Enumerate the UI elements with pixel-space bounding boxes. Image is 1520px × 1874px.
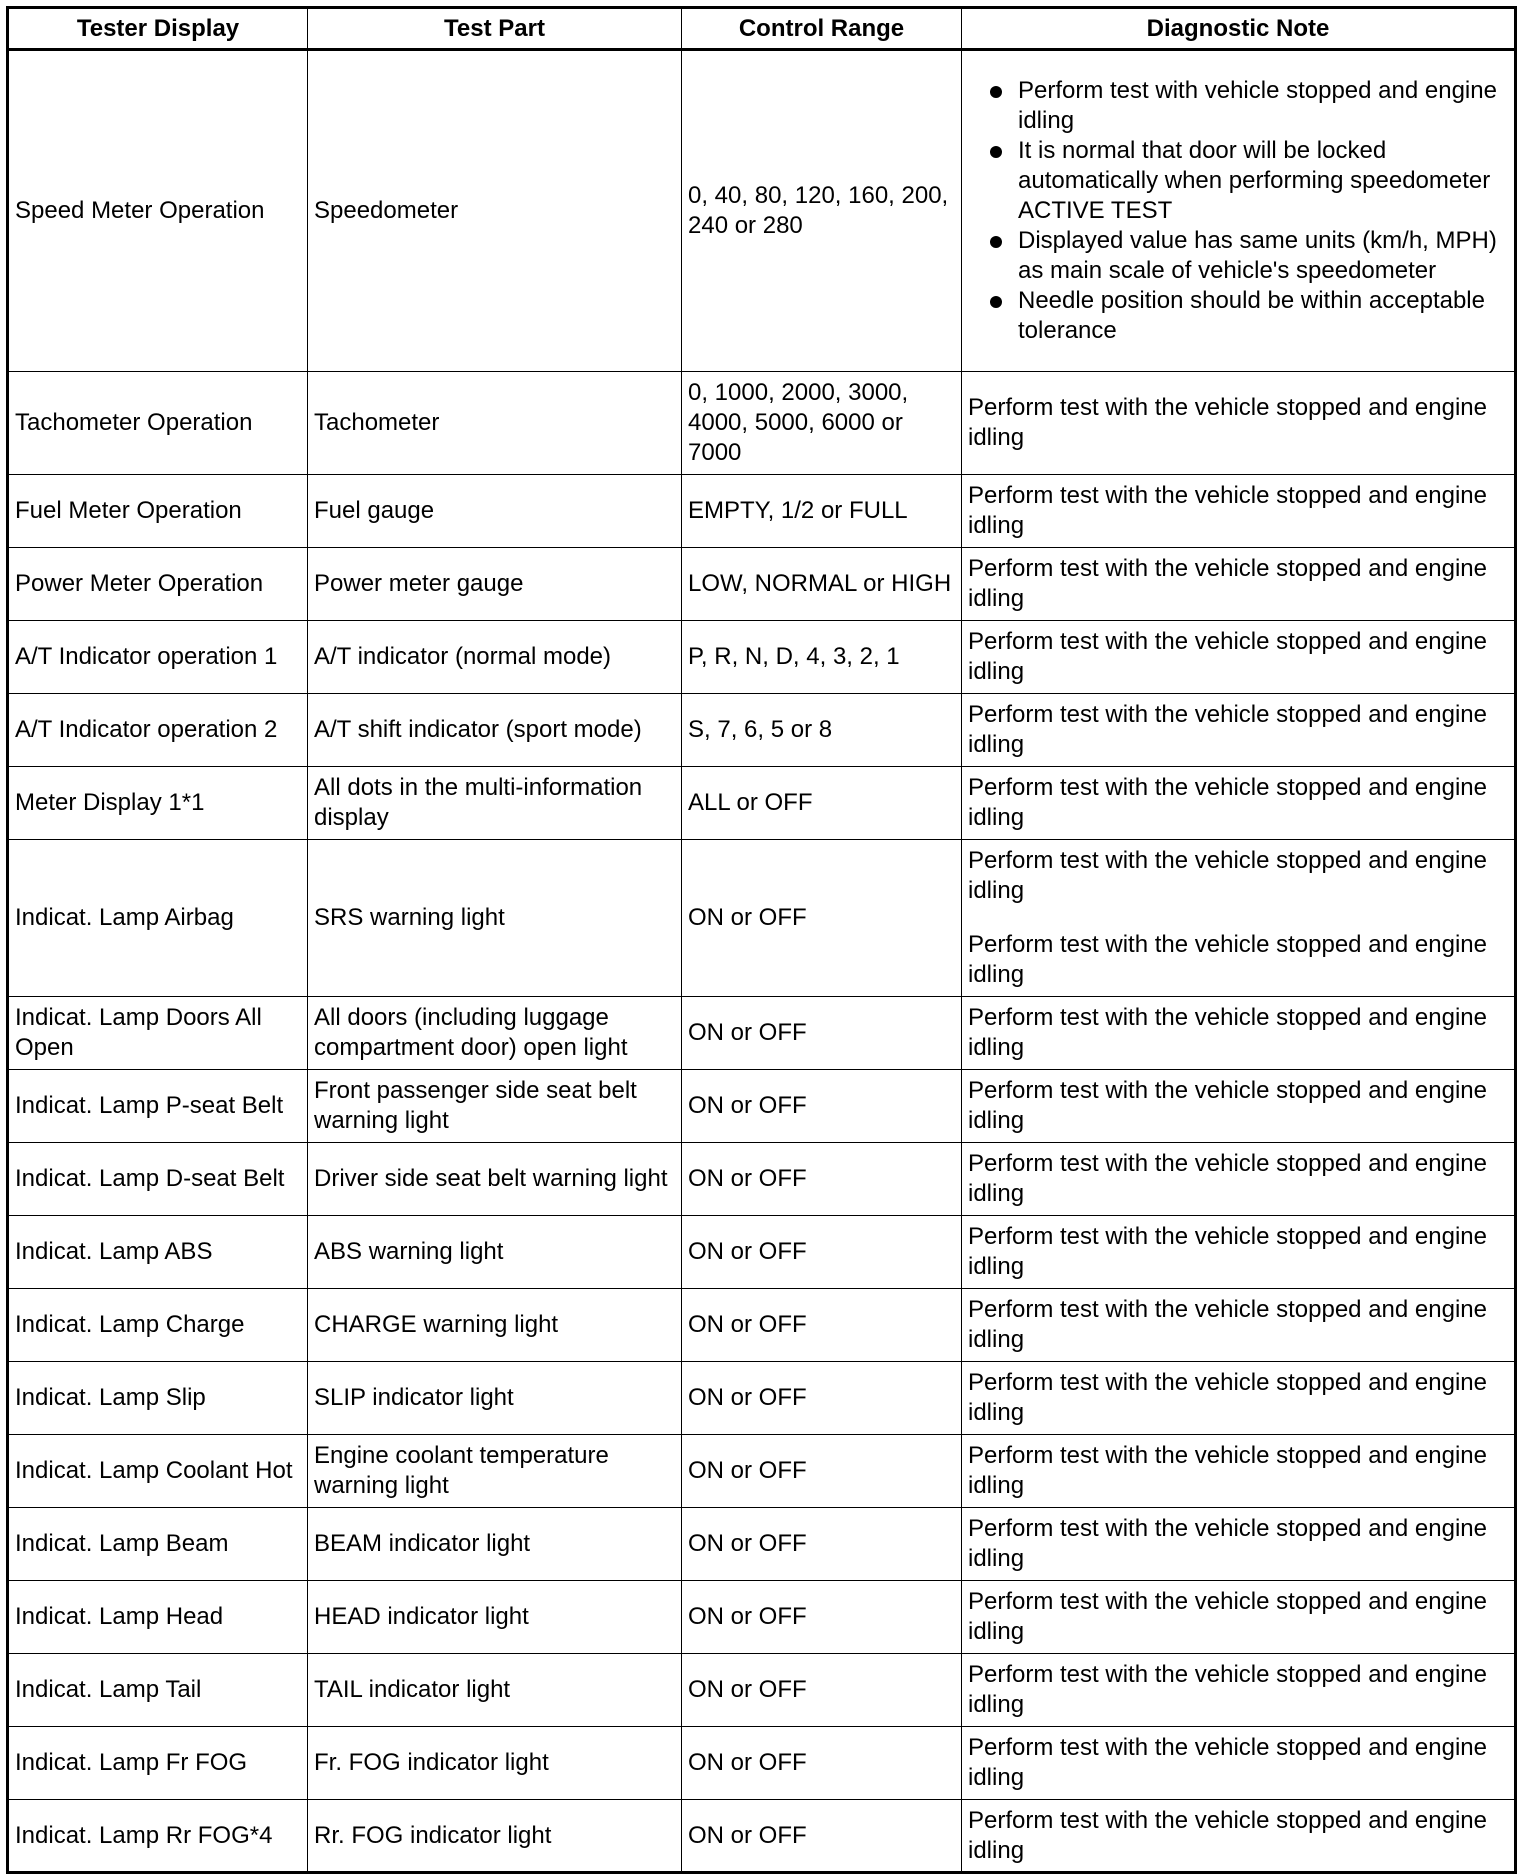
diagnostic-note-cell: Perform test with the vehicle stopped and engine idling [962,1654,1516,1727]
table-row [8,1362,1516,1435]
tester-display-cell: Indicat. Lamp Tail [8,1654,308,1727]
test-part-cell: A/T shift indicator (sport mode) [308,694,682,767]
test-part-cell: Speedometer [308,50,682,372]
tester-display-cell: A/T Indicator operation 2 [8,694,308,767]
tester-display-cell: Indicat. Lamp ABS [8,1216,308,1289]
control-range-cell: ON or OFF [682,1143,962,1216]
control-range-cell: ON or OFF [682,1581,962,1654]
control-range-cell: P, R, N, D, 4, 3, 2, 1 [682,621,962,694]
test-part-cell: A/T indicator (normal mode) [308,621,682,694]
control-range-cell: ON or OFF [682,1727,962,1800]
table-row [8,1143,1516,1216]
test-part-cell: ABS warning light [308,1216,682,1289]
tester-display-cell: Indicat. Lamp Slip [8,1362,308,1435]
test-part-cell: CHARGE warning light [308,1289,682,1362]
bullet-dot-icon [990,296,1002,308]
table-row [8,1800,1516,1873]
tester-display-cell: Tachometer Operation [8,372,308,475]
active-test-table [6,6,1517,1874]
note-text: Needle position should be within acceptable tolerance [1018,287,1485,344]
table-row [8,1070,1516,1143]
table-row [8,840,1516,997]
control-range-cell: ON or OFF [682,1070,962,1143]
control-range-cell: ON or OFF [682,1289,962,1362]
table-row [8,475,1516,548]
table-row [8,372,1516,475]
test-part-cell: Front passenger side seat belt warning light [308,1070,682,1143]
tester-display-cell: Speed Meter Operation [8,50,308,372]
note-text: It is normal that door will be locked automatically when performing speedometer ACTIVE TEST [1018,137,1491,224]
test-part-cell: All doors (including luggage compartment door) open light [308,997,682,1070]
control-range-cell: ON or OFF [682,997,962,1070]
diagnostic-note-list [968,76,1510,346]
diagnostic-note-cell: Perform test with the vehicle stopped and engine idling [962,1508,1516,1581]
note-text: Displayed value has same units (km/h, MPH) as main scale of vehicle's speedometer [1018,227,1497,284]
control-range-cell: ON or OFF [682,1508,962,1581]
tester-display-cell: Indicat. Lamp Beam [8,1508,308,1581]
test-part-cell: TAIL indicator light [308,1654,682,1727]
tester-display-cell: Indicat. Lamp Charge [8,1289,308,1362]
note-text: Perform test with vehicle stopped and engine idling [1018,77,1497,134]
header-row [8,8,1516,50]
table-row [8,694,1516,767]
table-row [8,1508,1516,1581]
control-range-cell: S, 7, 6, 5 or 8 [682,694,962,767]
tester-display-cell: Meter Display 1*1 [8,767,308,840]
tester-display-cell: Indicat. Lamp Fr FOG [8,1727,308,1800]
control-range-cell: LOW, NORMAL or HIGH [682,548,962,621]
diagnostic-note-cell: Perform test with the vehicle stopped and engine idling [962,1216,1516,1289]
diagnostic-note-cell: Perform test with the vehicle stopped and engine idling [962,621,1516,694]
note-bullet-item [968,226,1510,286]
diagnostic-note-cell: Perform test with the vehicle stopped and engine idling [962,1435,1516,1508]
control-range-cell: 0, 1000, 2000, 3000, 4000, 5000, 6000 or 7000 [682,372,962,475]
diagnostic-note-cell: Perform test with the vehicle stopped and engine idling [962,475,1516,548]
diagnostic-note-cell: Perform test with the vehicle stopped and engine idling [962,1143,1516,1216]
diagnostic-note-cell: Perform test with the vehicle stopped and engine idling [962,1362,1516,1435]
diagnostic-note-cell: Perform test with the vehicle stopped and engine idling [962,1581,1516,1654]
control-range-cell: ON or OFF [682,1800,962,1873]
bullet-dot-icon [990,146,1002,158]
control-range-cell: EMPTY, 1/2 or FULL [682,475,962,548]
table-row [8,1727,1516,1800]
tester-display-cell: Indicat. Lamp Coolant Hot [8,1435,308,1508]
table-row [8,1581,1516,1654]
header-test-part: Test Part [308,8,682,50]
control-range-cell: ON or OFF [682,1435,962,1508]
table-row [8,1435,1516,1508]
diagnostic-note-cell [962,840,1516,997]
bullet-dot-icon [990,236,1002,248]
test-part-cell: All dots in the multi-information display [308,767,682,840]
table-row [8,1654,1516,1727]
test-part-cell: Fuel gauge [308,475,682,548]
tester-display-cell: A/T Indicator operation 1 [8,621,308,694]
tester-display-cell: Indicat. Lamp Airbag [8,840,308,997]
diagnostic-note-cell: Perform test with the vehicle stopped and engine idling [962,694,1516,767]
tester-display-cell: Fuel Meter Operation [8,475,308,548]
table-row [8,1216,1516,1289]
note-bullet-item [968,286,1510,346]
test-part-cell: Power meter gauge [308,548,682,621]
test-part-cell: SLIP indicator light [308,1362,682,1435]
diagnostic-note-cell: Perform test with the vehicle stopped and engine idling [962,767,1516,840]
tester-display-cell: Indicat. Lamp D-seat Belt [8,1143,308,1216]
tester-display-cell: Indicat. Lamp P-seat Belt [8,1070,308,1143]
diagnostic-note-cell: Perform test with the vehicle stopped and engine idling [962,548,1516,621]
test-part-cell: Rr. FOG indicator light [308,1800,682,1873]
test-part-cell: HEAD indicator light [308,1581,682,1654]
diagnostic-note-cell: Perform test with the vehicle stopped and engine idling [962,1727,1516,1800]
note-spacer [968,906,1510,930]
diagnostic-note-cell: Perform test with the vehicle stopped and engine idling [962,1800,1516,1873]
diagnostic-note-cell: Perform test with the vehicle stopped and engine idling [962,372,1516,475]
diagnostic-note-cell [962,50,1516,372]
table-row [8,621,1516,694]
control-range-cell: ON or OFF [682,1216,962,1289]
header-tester-display: Tester Display [8,8,308,50]
bullet-dot-icon [990,86,1002,98]
diagnostic-note-cell: Perform test with the vehicle stopped and engine idling [962,997,1516,1070]
tester-display-cell: Indicat. Lamp Rr FOG*4 [8,1800,308,1873]
test-part-cell: SRS warning light [308,840,682,997]
control-range-cell: ON or OFF [682,1654,962,1727]
table-row [8,767,1516,840]
control-range-cell: ON or OFF [682,1362,962,1435]
table-row [8,1289,1516,1362]
test-part-cell: Fr. FOG indicator light [308,1727,682,1800]
diagnostic-note-cell: Perform test with the vehicle stopped and engine idling [962,1289,1516,1362]
control-range-cell: 0, 40, 80, 120, 160, 200, 240 or 280 [682,50,962,372]
diagnostic-note-cell: Perform test with the vehicle stopped and engine idling [962,1070,1516,1143]
tester-display-cell: Power Meter Operation [8,548,308,621]
test-part-cell: BEAM indicator light [308,1508,682,1581]
header-diagnostic-note: Diagnostic Note [962,8,1516,50]
tester-display-cell: Indicat. Lamp Head [8,1581,308,1654]
table-row [8,997,1516,1070]
note-bullet-item [968,76,1510,136]
tester-display-cell: Indicat. Lamp Doors All Open [8,997,308,1070]
control-range-cell: ALL or OFF [682,767,962,840]
control-range-cell: ON or OFF [682,840,962,997]
test-part-cell: Engine coolant temperature warning light [308,1435,682,1508]
note-text: Perform test with the vehicle stopped and engine idling [968,847,1487,904]
table-row [8,548,1516,621]
table-row [8,50,1516,372]
header-control-range: Control Range [682,8,962,50]
test-part-cell: Driver side seat belt warning light [308,1143,682,1216]
note-bullet-item [968,136,1510,226]
test-part-cell: Tachometer [308,372,682,475]
note-text-secondary: Perform test with the vehicle stopped and engine idling [968,931,1487,988]
